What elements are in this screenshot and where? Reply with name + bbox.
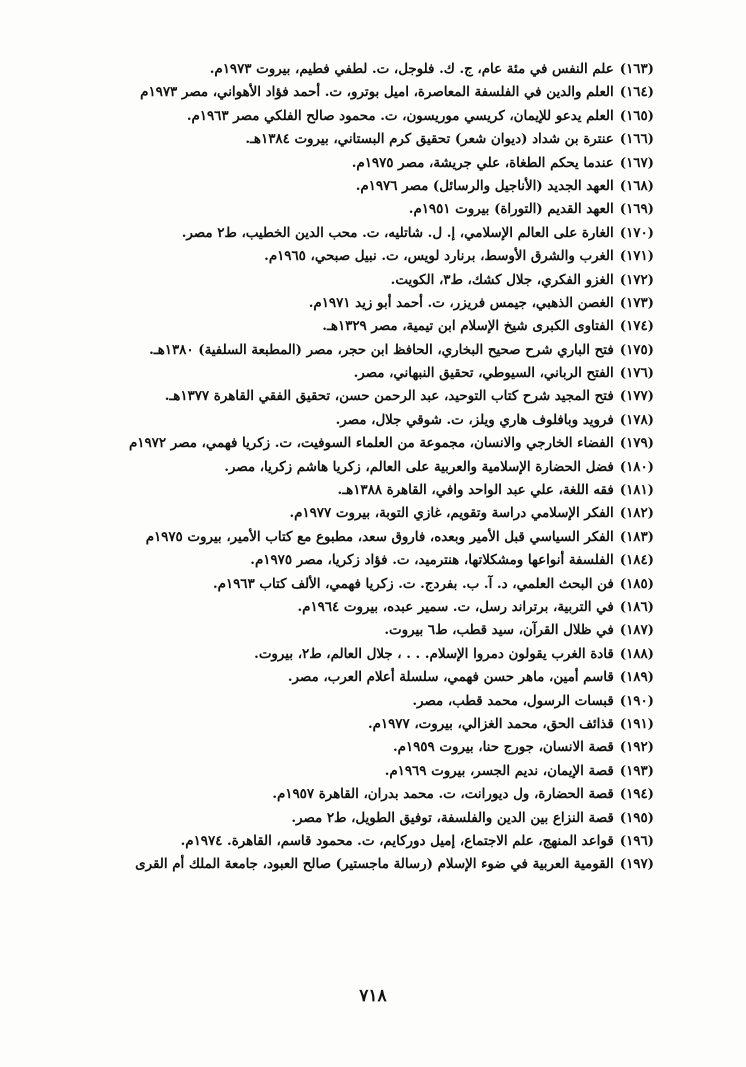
bibliography-entry [84, 526, 654, 549]
bibliography-entry [84, 853, 654, 876]
entry-number: (١٨٩) [619, 669, 654, 686]
entry-text: قادة الغرب يقولون دمروا الإسلام. . . ، جلال العالم، ط٢، بيروت. [254, 645, 614, 662]
entry-number: (١٩٥) [619, 809, 654, 826]
bibliography-entry [84, 105, 654, 128]
bibliography-entry [84, 222, 654, 245]
entry-text: عنترة بن شداد (ديوان شعر) تحقيق كرم البستاني، بيروت ١٣٨٤هـ. [245, 131, 614, 148]
bibliography-entry [84, 81, 654, 104]
entry-number: (١٧٩) [619, 435, 654, 452]
entry-number: (١٩٤) [619, 786, 654, 803]
entry-number: (١٧٠) [619, 224, 654, 241]
bibliography-entry [84, 502, 654, 525]
entry-text: الغصن الذهبي، جيمس فريزر، ت. أحمد أبو زيد ١٩٧١م. [308, 294, 614, 311]
bibliography-entry [84, 760, 654, 783]
bibliography-entry [84, 596, 654, 619]
page-number: ٧١٨ [359, 986, 387, 1006]
entry-number: (١٨٢) [619, 505, 654, 522]
entry-number: (١٧٤) [619, 318, 654, 335]
entry-text: قذائف الحق، محمد الغزالي، بيروت، ١٩٧٧م. [367, 715, 614, 732]
entry-text: فضل الحضارة الإسلامية والعربية على العالم، زكريا هاشم زكريا، مصر. [224, 458, 614, 475]
entry-number: (١٨١) [619, 482, 654, 499]
entry-text: قبسات الرسول، محمد قطب، مصر. [412, 692, 614, 709]
entry-number: (١٧٥) [619, 341, 654, 358]
bibliography-entry [84, 619, 654, 642]
entry-number: (١٨٣) [619, 528, 654, 545]
entry-text: في ظلال القرآن، سيد قطب، ط٦ بيروت. [384, 622, 614, 639]
bibliography-entry [84, 713, 654, 736]
entry-number: (١٩٧) [619, 856, 654, 873]
entry-text: الفلسفة أنواعها ومشكلاتها، هنترميد، ت. فؤاد زكريا، مصر ١٩٧٥م. [250, 552, 614, 569]
entry-number: (١٩١) [619, 715, 654, 732]
entry-number: (١٧٨) [619, 411, 654, 428]
entry-number: (١٧٦) [619, 365, 654, 382]
entry-number: (١٨٠) [619, 458, 654, 475]
bibliography-entry [84, 292, 654, 315]
entry-text: العلم والدين في الفلسفة المعاصرة، اميل بوترو، ت. أحمد فؤاد الأهواني، مصر ١٩٧٣م [140, 84, 614, 101]
entry-text: العلم يدعو للإيمان، كريسي موريسون، ت. محمود صالح الفلكي مصر ١٩٦٣م. [186, 107, 614, 124]
entry-number: (١٨٦) [619, 598, 654, 615]
entry-number: (١٦٤) [619, 84, 654, 101]
bibliography-entry [84, 175, 654, 198]
entry-number: (١٨٤) [619, 552, 654, 569]
bibliography-entry [84, 549, 654, 572]
entry-text: الفضاء الخارجي والانسان، مجموعة من العلماء السوفيت، ت. زكريا فهمي، مصر ١٩٧٢م [128, 435, 614, 452]
entry-number: (١٦٨) [619, 177, 654, 194]
bibliography-entry [84, 198, 654, 221]
entry-text: قصة الإيمان، نديم الجسر، بيروت ١٩٦٩م. [384, 762, 614, 779]
entry-text: الغارة على العالم الإسلامي، إ. ل. شاتليه، ت. محب الدين الخطيب، ط٢ مصر. [181, 224, 614, 241]
bibliography-entry [84, 58, 654, 81]
entry-number: (١٨٧) [619, 622, 654, 639]
bibliography-entry [84, 643, 654, 666]
entry-text: الغرب والشرق الأوسط، برنارد لويس، ت. نبيل صبحي، ١٩٦٥م. [264, 248, 614, 265]
entry-text: في التربية، برتراند رسل، ت. سمير عبده، بيروت ١٩٦٤م. [297, 598, 614, 615]
entry-text: العهد الجديد (الأناجيل والرسائل) مصر ١٩٧٦م. [355, 177, 614, 194]
bibliography-entry [84, 409, 654, 432]
entry-text: قصة الحضارة، ول ديورانت، ت. محمد بدران، القاهرة ١٩٥٧م. [272, 786, 614, 803]
entry-text: فتح الباري شرح صحيح البخاري، الحافظ ابن حجر، مصر (المطبعة السلفية) ١٣٨٠هـ. [149, 341, 614, 358]
bibliography-entry [84, 245, 654, 268]
entry-text: عندما يحكم الطغاة، علي جريشة، مصر ١٩٧٥م. [351, 154, 614, 171]
entry-text: قصة النزاع بين الدين والفلسفة، توفيق الطويل، ط٢ مصر. [291, 809, 614, 826]
bibliography-entry [84, 830, 654, 853]
entry-text: الغزو الفكري، جلال كشك، ط٣، الكويت. [390, 271, 614, 288]
bibliography-entry [84, 479, 654, 502]
entry-text: فتح المجيد شرح كتاب التوحيد، عبد الرحمن حسن، تحقيق الفقي القاهرة ١٣٧٧هـ. [164, 388, 614, 405]
entry-number: (١٦٩) [619, 201, 654, 218]
bibliography-entry [84, 152, 654, 175]
entry-number: (١٧٢) [619, 271, 654, 288]
entry-number: (١٧٣) [619, 294, 654, 311]
entry-text: فن البحث العلمي، د. آ. ب. بفردج. ت. زكريا فهمي، الألف كتاب ١٩٦٣م. [212, 575, 614, 592]
entry-text: الفتح الرباني، السيوطي، تحقيق النبهاني، مصر. [353, 365, 614, 382]
bibliography-entry [84, 385, 654, 408]
bibliography-entry [84, 456, 654, 479]
entry-number: (١٧٧) [619, 388, 654, 405]
entry-text: فرويد وبافلوف هاري ويلز، ت. شوقي جلال، مصر. [335, 411, 614, 428]
entry-number: (١٦٣) [619, 61, 654, 77]
entry-text: قاسم أمين، ماهر حسن فهمي، سلسلة أعلام العرب، مصر. [287, 669, 614, 686]
entry-text: القومية العربية في ضوء الإسلام (رسالة ماجستير) صالح العبود، جامعة الملك أم القرى [135, 856, 614, 873]
bibliography-entry [84, 807, 654, 830]
bibliography-entry [84, 666, 654, 689]
entry-number: (١٩٠) [619, 692, 654, 709]
bibliography-entry [84, 736, 654, 759]
bibliography-entry [84, 339, 654, 362]
bibliography-entry [84, 690, 654, 713]
bibliography-entry [84, 315, 654, 338]
entry-text: العهد القديم (التوراة) بيروت ١٩٥١م. [408, 201, 614, 218]
bibliography-entry [84, 128, 654, 151]
bibliography-entry [84, 432, 654, 455]
bibliography-entry [84, 269, 654, 292]
entry-number: (١٦٦) [619, 131, 654, 148]
entry-text: قصة الانسان، جورج حنا، بيروت ١٩٥٩م. [392, 739, 614, 756]
entry-number: (١٦٥) [619, 107, 654, 124]
entry-text: الفتاوى الكبرى شيخ الإسلام ابن تيمية، مصر ١٣٢٩هـ. [322, 318, 614, 335]
entry-number: (١٨٨) [619, 645, 654, 662]
bibliography-entry [84, 783, 654, 806]
entry-number: (١٧١) [619, 248, 654, 265]
entry-number: (١٩٦) [619, 832, 654, 849]
entry-text: علم النفس في مئة عام، ج. ك. فلوجل، ت. لطفي فطيم، بيروت ١٩٧٣م. [209, 61, 614, 77]
entry-number: (١٩٣) [619, 762, 654, 779]
entry-text: الفكر السياسي قبل الأمير وبعده، فاروق سعد، مطبوع مع كتاب الأمير، بيروت ١٩٧٥م [145, 528, 614, 545]
entry-number: (١٨٥) [619, 575, 654, 592]
bibliography-entry [84, 573, 654, 596]
entry-text: الفكر الإسلامي دراسة وتقويم، غازي التوبة، بيروت ١٩٧٧م. [289, 505, 614, 522]
entry-text: فقه اللغة، علي عبد الواحد وافي، القاهرة ١٣٨٨هـ. [337, 482, 614, 499]
bibliography-entry [84, 362, 654, 385]
bibliography-list [84, 58, 654, 877]
entry-number: (١٦٧) [619, 154, 654, 171]
entry-text: قواعد المنهج، علم الاجتماع، إميل دوركايم، ت. محمود قاسم، القاهرة. ١٩٧٤م. [180, 832, 614, 849]
entry-number: (١٩٢) [619, 739, 654, 756]
